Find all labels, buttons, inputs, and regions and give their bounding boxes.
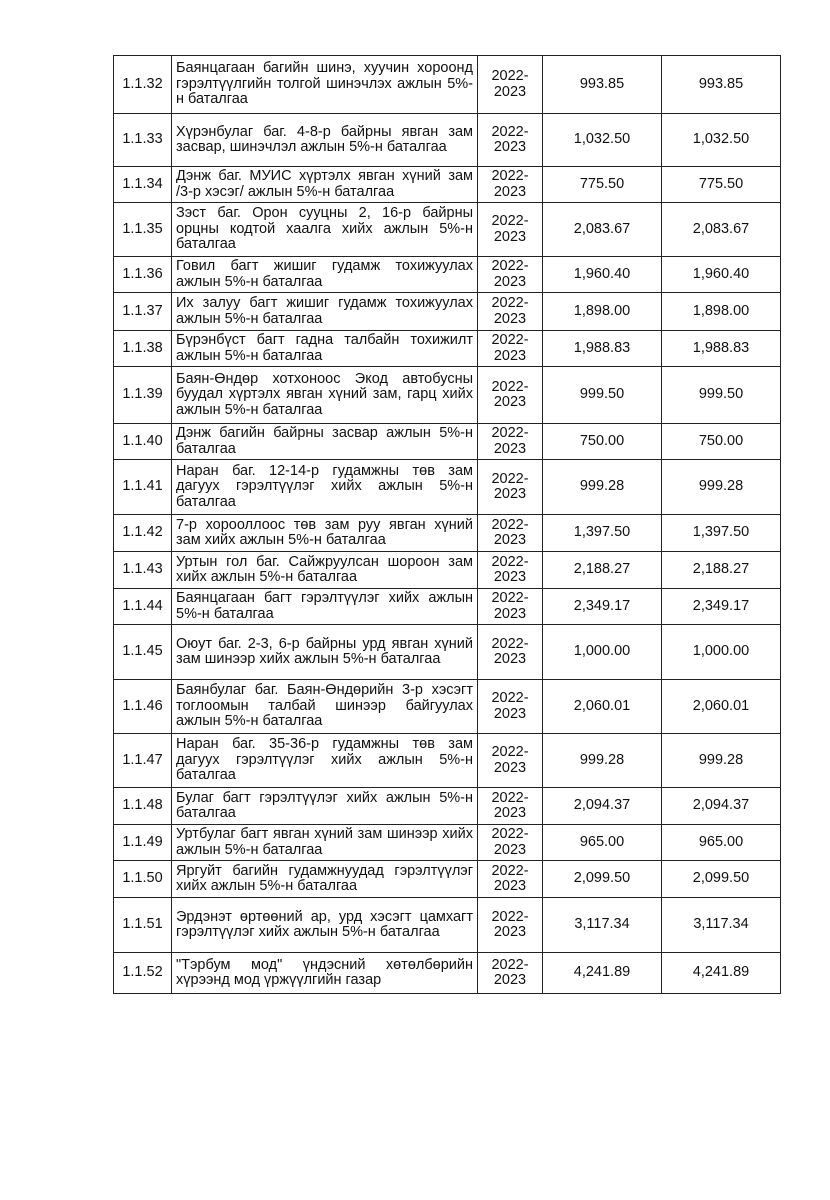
period-start: 2022-	[491, 956, 529, 973]
row-description: Их залуу багт жишиг гудамж тохижуулах ажлын 5%-н баталгаа	[172, 293, 478, 331]
row-period	[478, 56, 543, 114]
row-period	[478, 734, 543, 788]
period-start: 2022-	[491, 123, 529, 140]
period-end: 2023	[493, 139, 527, 155]
row-period	[478, 257, 543, 293]
row-amount-1: 965.00	[543, 825, 662, 861]
period-start: 2022-	[491, 553, 529, 570]
row-description: Эрдэнэт өртөөний ар, урд хэсэгт цамхагт гэрэлтүүлэг хийх ажлын 5%-н баталгаа	[172, 898, 478, 953]
row-period	[478, 680, 543, 734]
period-end: 2023	[493, 83, 527, 100]
row-amount-2: 2,099.50	[662, 861, 781, 898]
row-period	[478, 331, 543, 367]
row-amount-1: 1,397.50	[543, 515, 662, 552]
row-code: 1.1.50	[114, 861, 172, 898]
row-code: 1.1.42	[114, 515, 172, 552]
period-start: 2022-	[491, 744, 529, 760]
row-description: Наран баг. 35-36-р гудамжны төв зам дагуух гэрэлтүүлэг хийх ажлын 5%-н баталгаа	[172, 734, 478, 788]
row-amount-2: 750.00	[662, 424, 781, 460]
period-start: 2022-	[491, 425, 529, 441]
row-amount-2: 999.50	[662, 367, 781, 424]
row-code: 1.1.33	[114, 114, 172, 167]
row-description: Уртын гол баг. Сайжруулсан шороон зам хийх ажлын 5%-н баталгаа	[172, 552, 478, 589]
row-description: Наран баг. 12-14-р гудамжны төв зам дагуух гэрэлтүүлэг хийх ажлын 5%-н баталгаа	[172, 460, 478, 515]
table-row	[114, 734, 781, 788]
row-period	[478, 953, 543, 994]
row-period	[478, 460, 543, 515]
table-row	[114, 460, 781, 515]
table-row	[114, 515, 781, 552]
row-code: 1.1.46	[114, 680, 172, 734]
row-amount-2: 4,241.89	[662, 953, 781, 994]
period-start: 2022-	[491, 378, 529, 395]
period-start: 2022-	[491, 862, 529, 879]
period-end: 2023	[493, 569, 527, 585]
row-period	[478, 589, 543, 625]
row-code: 1.1.45	[114, 625, 172, 680]
period-start: 2022-	[491, 635, 529, 652]
table-row	[114, 788, 781, 825]
row-amount-2: 1,032.50	[662, 114, 781, 167]
table-row	[114, 552, 781, 589]
period-start: 2022-	[491, 213, 529, 229]
row-period	[478, 625, 543, 680]
row-amount-1: 999.50	[543, 367, 662, 424]
period-end: 2023	[493, 228, 527, 245]
row-amount-2: 1,397.50	[662, 515, 781, 552]
row-amount-1: 1,000.00	[543, 625, 662, 680]
table-row	[114, 293, 781, 331]
row-description: Уртбулаг багт явган хүний зам шинээр хийх ажлын 5%-н баталгаа	[172, 825, 478, 861]
row-description: Хүрэнбулаг баг. 4-8-р байрны явган зам засвар, шинэчлэл ажлын 5%-н баталгаа	[172, 114, 478, 167]
row-code: 1.1.37	[114, 293, 172, 331]
row-period	[478, 367, 543, 424]
row-amount-2: 1,988.83	[662, 331, 781, 367]
row-amount-2: 775.50	[662, 167, 781, 203]
period-end: 2023	[493, 705, 527, 722]
row-period	[478, 167, 543, 203]
row-amount-2: 2,060.01	[662, 680, 781, 734]
row-code: 1.1.34	[114, 167, 172, 203]
row-amount-1: 1,898.00	[543, 293, 662, 331]
period-end: 2023	[493, 924, 527, 940]
row-period	[478, 515, 543, 552]
table-row	[114, 203, 781, 257]
table-row	[114, 680, 781, 734]
table-row	[114, 114, 781, 167]
table-row	[114, 898, 781, 953]
row-amount-1: 2,094.37	[543, 788, 662, 825]
row-amount-1: 2,188.27	[543, 552, 662, 589]
period-end: 2023	[493, 183, 527, 200]
period-start: 2022-	[491, 690, 529, 706]
row-description: Баянбулаг баг. Баян-Өндөрийн 3-р хэсэгт тоглоомын талбай шинээр байгуулах ажлын 5%-н баталгаа	[172, 680, 478, 734]
row-amount-1: 1,032.50	[543, 114, 662, 167]
table-row	[114, 367, 781, 424]
row-code: 1.1.43	[114, 552, 172, 589]
table-row	[114, 625, 781, 680]
row-description: Говил багт жишиг гудамж тохижуулах ажлын 5%-н баталгаа	[172, 257, 478, 293]
row-amount-2: 1,000.00	[662, 625, 781, 680]
row-code: 1.1.40	[114, 424, 172, 460]
period-end: 2023	[493, 841, 527, 858]
row-amount-1: 750.00	[543, 424, 662, 460]
row-amount-1: 999.28	[543, 734, 662, 788]
row-period	[478, 861, 543, 898]
row-period	[478, 825, 543, 861]
row-amount-1: 3,117.34	[543, 898, 662, 953]
table-row	[114, 953, 781, 994]
row-code: 1.1.32	[114, 56, 172, 114]
row-amount-1: 2,099.50	[543, 861, 662, 898]
period-end: 2023	[493, 440, 527, 457]
budget-table-body	[114, 56, 781, 994]
row-code: 1.1.48	[114, 788, 172, 825]
period-start: 2022-	[491, 516, 529, 533]
row-code: 1.1.47	[114, 734, 172, 788]
table-row	[114, 825, 781, 861]
row-amount-2: 3,117.34	[662, 898, 781, 953]
row-amount-2: 999.28	[662, 734, 781, 788]
period-start: 2022-	[491, 295, 529, 311]
table-row	[114, 331, 781, 367]
row-code: 1.1.52	[114, 953, 172, 994]
row-description: Баянцагаан багт гэрэлтүүлэг хийх ажлын 5%-н баталгаа	[172, 589, 478, 625]
row-period	[478, 293, 543, 331]
row-code: 1.1.36	[114, 257, 172, 293]
row-description: Баян-Өндөр хотхоноос Экод автобусны буудал хүртэлх явган хүний зам, гарц хийх ажлын 5%-н баталгаа	[172, 367, 478, 424]
period-end: 2023	[493, 273, 527, 290]
row-code: 1.1.39	[114, 367, 172, 424]
period-end: 2023	[493, 651, 527, 667]
period-start: 2022-	[491, 826, 529, 842]
row-description: "Тэрбум мод" үндэсний хөтөлбөрийн хүрээнд мод үржүүлгийн газар	[172, 953, 478, 994]
row-amount-1: 1,960.40	[543, 257, 662, 293]
row-description: Дэнж багийн байрны засвар ажлын 5%-н баталгаа	[172, 424, 478, 460]
row-amount-2: 2,094.37	[662, 788, 781, 825]
row-amount-1: 775.50	[543, 167, 662, 203]
period-start: 2022-	[491, 470, 529, 487]
period-start: 2022-	[491, 258, 529, 274]
row-amount-1: 993.85	[543, 56, 662, 114]
period-start: 2022-	[491, 590, 529, 606]
period-end: 2023	[493, 972, 527, 988]
row-period	[478, 898, 543, 953]
row-description: Булаг багт гэрэлтүүлэг хийх ажлын 5%-н баталгаа	[172, 788, 478, 825]
period-end: 2023	[493, 759, 527, 776]
row-amount-2: 993.85	[662, 56, 781, 114]
row-description: Яргуйт багийн гудамжнуудад гэрэлтүүлэг хийх ажлын 5%-н баталгаа	[172, 861, 478, 898]
row-amount-2: 2,188.27	[662, 552, 781, 589]
row-amount-2: 2,083.67	[662, 203, 781, 257]
row-period	[478, 552, 543, 589]
row-amount-1: 2,083.67	[543, 203, 662, 257]
row-code: 1.1.35	[114, 203, 172, 257]
row-code: 1.1.49	[114, 825, 172, 861]
table-row	[114, 861, 781, 898]
table-row	[114, 167, 781, 203]
period-end: 2023	[493, 805, 527, 821]
row-description: 7-р хорооллоос төв зам руу явган хүний зам хийх ажлын 5%-н баталгаа	[172, 515, 478, 552]
period-start: 2022-	[491, 789, 529, 806]
budget-table	[113, 55, 781, 994]
row-period	[478, 788, 543, 825]
period-end: 2023	[493, 486, 527, 502]
row-amount-2: 999.28	[662, 460, 781, 515]
table-row	[114, 589, 781, 625]
row-code: 1.1.51	[114, 898, 172, 953]
row-description: Оюут баг. 2-3, 6-р байрны урд явган хүний зам шинээр хийх ажлын 5%-н баталгаа	[172, 625, 478, 680]
row-code: 1.1.44	[114, 589, 172, 625]
period-start: 2022-	[491, 168, 529, 184]
row-code: 1.1.41	[114, 460, 172, 515]
row-description: Баянцагаан багийн шинэ, хуучин хороонд гэрэлтүүлгийн толгой шинэчлэх ажлын 5%-н баталгаа	[172, 56, 478, 114]
row-period	[478, 114, 543, 167]
row-amount-2: 1,960.40	[662, 257, 781, 293]
row-period	[478, 203, 543, 257]
table-row	[114, 424, 781, 460]
period-end: 2023	[493, 310, 527, 327]
period-end: 2023	[493, 347, 527, 364]
row-amount-1: 4,241.89	[543, 953, 662, 994]
period-end: 2023	[493, 394, 527, 410]
row-amount-2: 2,349.17	[662, 589, 781, 625]
row-code: 1.1.38	[114, 331, 172, 367]
row-period	[478, 424, 543, 460]
period-end: 2023	[493, 532, 527, 548]
period-start: 2022-	[491, 332, 529, 348]
row-description: Дэнж баг. МУИС хүртэлх явган хүний зам /3-р хэсэг/ ажлын 5%-н баталгаа	[172, 167, 478, 203]
table-row	[114, 56, 781, 114]
row-amount-1: 2,060.01	[543, 680, 662, 734]
period-end: 2023	[493, 605, 527, 622]
row-amount-2: 1,898.00	[662, 293, 781, 331]
table-row	[114, 257, 781, 293]
row-amount-1: 999.28	[543, 460, 662, 515]
period-end: 2023	[493, 878, 527, 894]
row-description: Бүрэнбүст багт гадна талбайн тохижилт ажлын 5%-н баталгаа	[172, 331, 478, 367]
period-start: 2022-	[491, 908, 529, 925]
row-amount-1: 2,349.17	[543, 589, 662, 625]
row-description: Зэст баг. Орон сууцны 2, 16-р байрны орцны кодтой хаалга хийх ажлын 5%-н баталгаа	[172, 203, 478, 257]
row-amount-2: 965.00	[662, 825, 781, 861]
period-start: 2022-	[491, 68, 529, 84]
row-amount-1: 1,988.83	[543, 331, 662, 367]
